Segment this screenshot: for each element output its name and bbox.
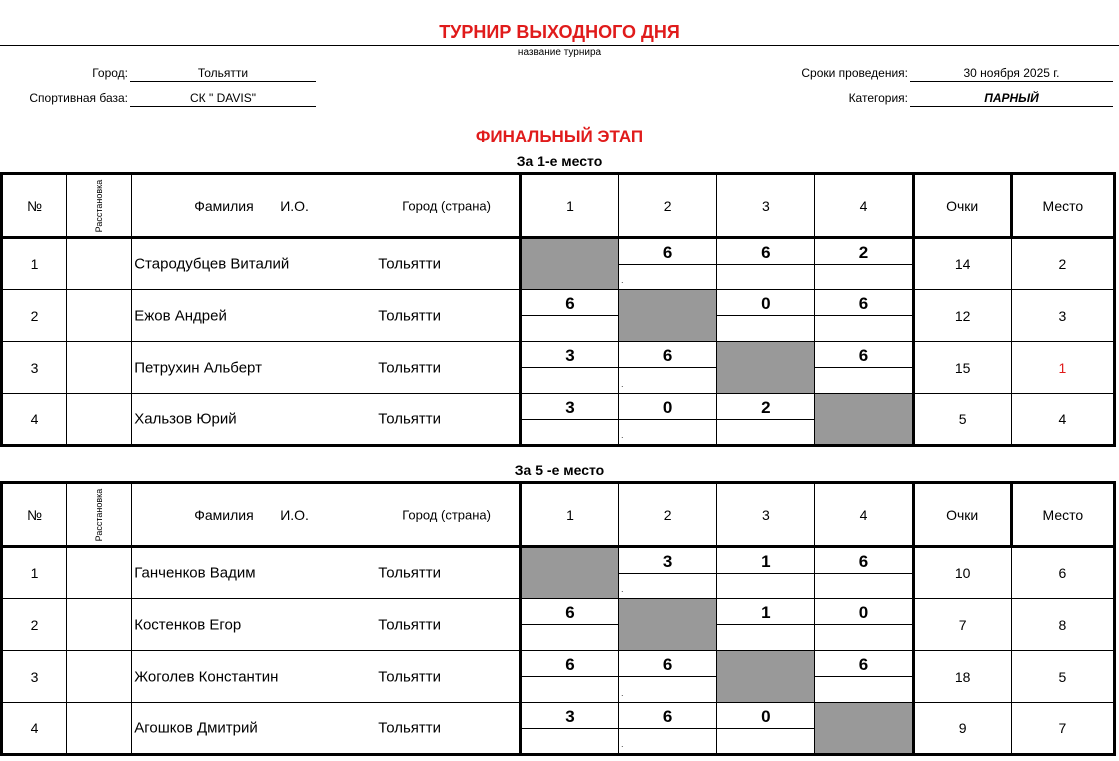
score-divider: [522, 315, 618, 316]
header-col-1: 1: [520, 483, 618, 547]
row-number: 3: [2, 342, 67, 394]
row-number: 3: [2, 651, 67, 703]
header-col-1: 1: [520, 174, 618, 238]
score-divider: [815, 624, 911, 625]
player-cell: [132, 342, 521, 394]
header-no: [2, 174, 67, 238]
header-surname-label: Фамилия: [194, 197, 254, 214]
points-cell: 10: [913, 547, 1011, 599]
seed-cell: [67, 238, 132, 290]
score-cell: [717, 290, 815, 342]
stage-title: ФИНАЛЬНЫЙ ЭТАП: [475, 127, 644, 146]
row-number: 4: [2, 394, 67, 446]
header-seed: [67, 174, 132, 238]
seed-cell: [67, 651, 132, 703]
diagonal-cell: [717, 342, 815, 394]
header-initials-label: И.О.: [280, 197, 309, 214]
score-cell: [619, 238, 717, 290]
score-value: 0: [761, 294, 771, 313]
header-seed: [67, 483, 132, 547]
score-value: 0: [761, 707, 771, 726]
tournament-title: ТУРНИР ВЫХОДНОГО ДНЯ: [439, 22, 680, 42]
round-robin-table: [0, 481, 1116, 756]
place-cell: 5: [1011, 651, 1114, 703]
seed-cell: [67, 342, 132, 394]
table-row: [2, 651, 1115, 703]
score-cell: [619, 703, 717, 755]
player-city: Тольятти: [378, 719, 442, 737]
score-divider: [717, 264, 814, 265]
row-number: 2: [2, 599, 67, 651]
header-col-4: 4: [815, 483, 913, 547]
score-divider: [619, 573, 716, 574]
seed-cell: [67, 703, 132, 755]
dot-mark: .: [621, 585, 624, 594]
header-points: Очки: [913, 174, 1011, 238]
points-cell: 9: [913, 703, 1011, 755]
place-cell: 2: [1011, 238, 1114, 290]
header-surname-label: Фамилия: [194, 506, 254, 523]
score-cell: [717, 394, 815, 446]
score-divider: [717, 624, 814, 625]
title-divider: [0, 45, 1119, 46]
player-cell: [132, 238, 521, 290]
points-cell: 15: [913, 342, 1011, 394]
score-divider: [522, 367, 618, 368]
dot-mark: .: [621, 689, 624, 698]
score-value: 3: [565, 398, 575, 417]
score-divider: [717, 315, 814, 316]
seed-cell: [67, 599, 132, 651]
score-value: 0: [662, 398, 673, 417]
score-divider: [619, 264, 716, 265]
table-row: [2, 342, 1115, 394]
header-col-2: 2: [619, 174, 717, 238]
table-row: [2, 547, 1115, 599]
diagonal-cell: [717, 651, 815, 703]
row-number: 4: [2, 703, 67, 755]
score-value: 6: [858, 346, 869, 365]
table-row: [2, 290, 1115, 342]
score-value: 1: [761, 552, 771, 571]
score-divider: [522, 676, 618, 677]
score-divider: [522, 728, 618, 729]
round-robin-table: [0, 172, 1116, 447]
score-cell: [520, 651, 618, 703]
score-value: 0: [858, 603, 869, 622]
diagonal-cell: [815, 703, 913, 755]
score-divider: [619, 676, 716, 677]
city-value: Тольятти: [130, 66, 316, 82]
place-cell: 7: [1011, 703, 1114, 755]
points-cell: 7: [913, 599, 1011, 651]
score-cell: [520, 599, 618, 651]
score-cell: [717, 238, 815, 290]
score-value: 3: [565, 346, 575, 365]
dates-label: Сроки проведения:: [801, 66, 908, 80]
score-value: 6: [565, 603, 575, 622]
score-divider: [717, 419, 814, 420]
score-cell: [619, 342, 717, 394]
score-cell: [520, 342, 618, 394]
header-fio: [132, 174, 521, 238]
player-city: Тольятти: [378, 668, 442, 685]
score-value: 6: [662, 346, 673, 365]
score-value: 6: [662, 707, 673, 726]
score-value: 3: [662, 552, 673, 571]
player-city: Тольятти: [378, 359, 442, 376]
header-no: [2, 483, 67, 547]
score-divider: [619, 367, 716, 368]
player-city: Тольятти: [378, 616, 442, 633]
player-cell: [132, 547, 521, 599]
dot-mark: .: [621, 740, 624, 749]
header-seed-label: Расстановка: [94, 179, 105, 232]
header-no-label: №: [27, 506, 43, 523]
player-cell: [132, 394, 521, 446]
place-cell: 3: [1011, 290, 1114, 342]
header-col-4: 4: [815, 174, 913, 238]
score-value: 6: [761, 243, 771, 262]
place-cell: 6: [1011, 547, 1114, 599]
score-value: 3: [565, 707, 575, 726]
table-row: [2, 394, 1115, 446]
score-cell: [815, 342, 913, 394]
header-col-3: 3: [717, 483, 815, 547]
score-value: 6: [565, 655, 575, 674]
place-cell: 8: [1011, 599, 1114, 651]
score-divider: [717, 728, 814, 729]
player-name: Костенков Егор: [134, 616, 242, 633]
table-row: [2, 238, 1115, 290]
score-cell: [717, 703, 815, 755]
seed-cell: [67, 394, 132, 446]
diagonal-cell: [619, 599, 717, 651]
points-cell: 5: [913, 394, 1011, 446]
header-col-2: 2: [619, 483, 717, 547]
seed-cell: [67, 547, 132, 599]
category-label: Категория:: [848, 91, 908, 105]
header-col-3: 3: [717, 174, 815, 238]
score-divider: [815, 315, 911, 316]
score-divider: [522, 419, 618, 420]
diagonal-cell: [815, 394, 913, 446]
header-place: Место: [1011, 174, 1114, 238]
score-divider: [815, 367, 911, 368]
diagonal-cell: [619, 290, 717, 342]
player-city: Тольятти: [378, 564, 442, 582]
header-city-label: Город (страна): [402, 198, 491, 213]
diagonal-cell: [520, 547, 618, 599]
header-seed-label: Расстановка: [94, 488, 105, 541]
dates-value: 30 ноября 2025 г.: [910, 66, 1113, 82]
diagonal-cell: [520, 238, 618, 290]
score-cell: [520, 703, 618, 755]
player-cell: [132, 703, 521, 755]
player-name: Петрухин Альберт: [134, 359, 262, 376]
score-value: 6: [858, 655, 869, 674]
score-divider: [815, 676, 911, 677]
table-row: [2, 703, 1115, 755]
score-value: 6: [858, 294, 869, 313]
score-value: 1: [761, 603, 771, 622]
seed-cell: [67, 290, 132, 342]
score-cell: [619, 651, 717, 703]
player-name: Ежов Андрей: [134, 307, 227, 324]
header-fio: [132, 483, 521, 547]
tournament-subtitle: название турнира: [517, 47, 602, 58]
dot-mark: .: [621, 380, 624, 389]
score-value: 6: [858, 552, 869, 571]
score-divider: [522, 624, 618, 625]
dot-mark: .: [621, 431, 624, 440]
score-value: 6: [565, 294, 575, 313]
score-cell: [520, 290, 618, 342]
row-number: 1: [2, 547, 67, 599]
score-value: 2: [858, 243, 869, 262]
header-points: Очки: [913, 483, 1011, 547]
score-value: 2: [761, 398, 771, 417]
place-cell: 4: [1011, 394, 1114, 446]
score-cell: [619, 394, 717, 446]
player-name: Жоголев Константин: [134, 668, 279, 685]
table-row: [2, 599, 1115, 651]
player-cell: [132, 599, 521, 651]
player-name: Агошков Дмитрий: [134, 719, 258, 737]
score-cell: [815, 238, 913, 290]
score-divider: [619, 728, 716, 729]
points-cell: 14: [913, 238, 1011, 290]
player-cell: [132, 290, 521, 342]
base-value: СК " DAVIS": [130, 91, 316, 107]
points-cell: 12: [913, 290, 1011, 342]
group-2-title: За 5 -е место: [514, 462, 605, 478]
header-place: Место: [1011, 483, 1114, 547]
score-cell: [717, 547, 815, 599]
player-city: Тольятти: [378, 255, 442, 273]
score-divider: [815, 573, 911, 574]
player-city: Тольятти: [378, 307, 442, 324]
score-divider: [619, 419, 716, 420]
header-no-label: №: [27, 197, 43, 214]
group-1-title: За 1-е место: [516, 153, 603, 169]
score-cell: [815, 651, 913, 703]
score-cell: [717, 599, 815, 651]
points-cell: 18: [913, 651, 1011, 703]
score-divider: [717, 573, 814, 574]
player-name: Стародубцев Виталий: [134, 255, 290, 273]
category-value: ПАРНЫЙ: [910, 91, 1113, 107]
score-divider: [815, 264, 911, 265]
player-cell: [132, 651, 521, 703]
score-cell: [815, 599, 913, 651]
header-city-label: Город (страна): [402, 507, 491, 522]
row-number: 2: [2, 290, 67, 342]
player-name: Ганченков Вадим: [134, 564, 256, 582]
city-label: Город:: [92, 66, 128, 80]
score-cell: [815, 547, 913, 599]
score-cell: [619, 547, 717, 599]
base-label: Спортивная база:: [29, 91, 128, 105]
score-cell: [520, 394, 618, 446]
score-value: 6: [662, 655, 673, 674]
place-cell: 1: [1011, 342, 1114, 394]
dot-mark: .: [621, 276, 624, 285]
player-name: Хальзов Юрий: [134, 410, 237, 428]
row-number: 1: [2, 238, 67, 290]
score-cell: [815, 290, 913, 342]
score-value: 6: [662, 243, 673, 262]
player-city: Тольятти: [378, 410, 442, 428]
header-initials-label: И.О.: [280, 506, 309, 523]
